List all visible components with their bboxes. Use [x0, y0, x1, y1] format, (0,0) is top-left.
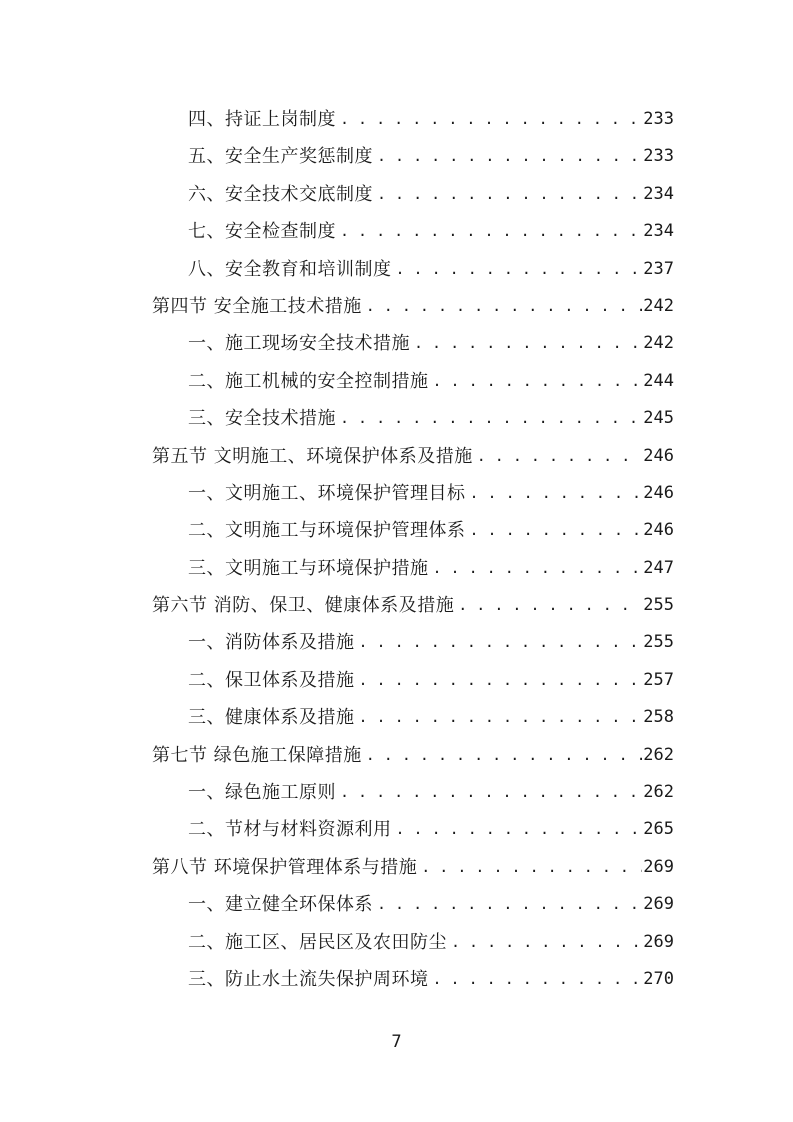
toc-entry-page-number: 269 [643, 856, 674, 877]
toc-entry-page-number: 242 [643, 295, 674, 316]
toc-entry-title: 一、文明施工、环境保护管理目标 [188, 482, 466, 504]
page-number: 7 [391, 1032, 402, 1052]
toc-dot-leader [392, 811, 643, 848]
toc-dot-leader [336, 101, 642, 138]
toc-dot-leader [429, 550, 643, 587]
toc-entry-title: 一、绿色施工原则 [188, 782, 336, 804]
toc-dot-leader [373, 886, 642, 923]
toc-section-entry[interactable] [152, 288, 674, 325]
toc-entry-title: 第五节 文明施工、环境保护体系及措施 [152, 445, 473, 467]
toc-entry-page-number: 270 [643, 968, 674, 989]
toc-subsection-entry[interactable] [152, 662, 674, 699]
table-of-contents [152, 101, 674, 998]
toc-entry-title: 第八节 环境保护管理体系与措施 [152, 856, 418, 878]
toc-subsection-entry[interactable] [152, 251, 674, 288]
toc-entry-title: 第六节 消防、保卫、健康体系及措施 [152, 595, 455, 617]
toc-entry-title: 第七节 绿色施工保障措施 [152, 744, 362, 766]
toc-entry-page-number: 255 [643, 595, 674, 616]
toc-subsection-entry[interactable] [152, 475, 674, 512]
toc-subsection-entry[interactable] [152, 213, 674, 250]
toc-subsection-entry[interactable] [152, 400, 674, 437]
toc-entry-title: 六、安全技术交底制度 [188, 183, 373, 205]
toc-entry-title: 七、安全检查制度 [188, 221, 336, 243]
toc-dot-leader [355, 662, 643, 699]
toc-entry-page-number: 246 [643, 520, 674, 541]
toc-subsection-entry[interactable] [152, 325, 674, 362]
toc-entry-page-number: 242 [643, 333, 674, 354]
toc-entry-title: 三、安全技术措施 [188, 408, 336, 430]
toc-subsection-entry[interactable] [152, 699, 674, 736]
toc-subsection-entry[interactable] [152, 138, 674, 175]
toc-dot-leader [466, 512, 643, 549]
toc-entry-page-number: 247 [643, 557, 674, 578]
toc-entry-page-number: 258 [643, 707, 674, 728]
toc-dot-leader [336, 213, 642, 250]
toc-dot-leader [410, 325, 642, 362]
toc-entry-title: 三、健康体系及措施 [188, 707, 355, 729]
toc-dot-leader [362, 288, 642, 325]
toc-dot-leader [429, 961, 643, 998]
toc-dot-leader [362, 737, 642, 774]
toc-entry-title: 三、防止水土流失保护周环境 [188, 968, 429, 990]
toc-dot-leader [417, 849, 642, 886]
toc-section-entry[interactable] [152, 587, 674, 624]
toc-subsection-entry[interactable] [152, 101, 674, 138]
toc-entry-title: 一、消防体系及措施 [188, 632, 355, 654]
toc-entry-page-number: 257 [643, 669, 674, 690]
toc-entry-title: 五、安全生产奖惩制度 [188, 146, 373, 168]
toc-entry-page-number: 234 [643, 221, 674, 242]
toc-subsection-entry[interactable] [152, 811, 674, 848]
toc-subsection-entry[interactable] [152, 886, 674, 923]
toc-dot-leader [373, 176, 642, 213]
toc-subsection-entry[interactable] [152, 624, 674, 661]
toc-entry-page-number: 245 [643, 408, 674, 429]
toc-entry-page-number: 246 [643, 445, 674, 466]
toc-dot-leader [454, 587, 642, 624]
toc-dot-leader [473, 438, 642, 475]
toc-entry-page-number: 234 [643, 183, 674, 204]
toc-subsection-entry[interactable] [152, 550, 674, 587]
toc-entry-page-number: 246 [643, 482, 674, 503]
toc-entry-title: 一、施工现场安全技术措施 [188, 333, 410, 355]
toc-entry-page-number: 262 [643, 782, 674, 803]
toc-section-entry[interactable] [152, 438, 674, 475]
toc-entry-page-number: 269 [643, 931, 674, 952]
toc-section-entry[interactable] [152, 737, 674, 774]
toc-dot-leader [392, 251, 643, 288]
toc-entry-page-number: 237 [643, 258, 674, 279]
toc-subsection-entry[interactable] [152, 176, 674, 213]
toc-subsection-entry[interactable] [152, 924, 674, 961]
toc-dot-leader [355, 624, 643, 661]
toc-entry-page-number: 233 [643, 109, 674, 129]
toc-dot-leader [429, 363, 643, 400]
toc-entry-title: 三、文明施工与环境保护措施 [188, 557, 429, 579]
toc-entry-title: 二、施工机械的安全控制措施 [188, 370, 429, 392]
toc-entry-page-number: 244 [643, 370, 674, 391]
toc-dot-leader [447, 924, 642, 961]
toc-entry-page-number: 255 [643, 632, 674, 653]
toc-subsection-entry[interactable] [152, 363, 674, 400]
toc-entry-page-number: 262 [643, 744, 674, 765]
toc-section-entry[interactable] [152, 849, 674, 886]
toc-entry-page-number: 265 [643, 819, 674, 840]
toc-entry-title: 二、施工区、居民区及农田防尘 [188, 931, 447, 953]
toc-dot-leader [336, 774, 642, 811]
toc-subsection-entry[interactable] [152, 774, 674, 811]
toc-entry-title: 八、安全教育和培训制度 [188, 258, 392, 280]
toc-dot-leader [355, 699, 643, 736]
toc-subsection-entry[interactable] [152, 512, 674, 549]
toc-subsection-entry[interactable] [152, 961, 674, 998]
toc-dot-leader [373, 138, 642, 175]
toc-entry-title: 二、保卫体系及措施 [188, 669, 355, 691]
toc-entry-title: 一、建立健全环保体系 [188, 894, 373, 916]
toc-entry-page-number: 233 [643, 146, 674, 167]
toc-entry-title: 第四节 安全施工技术措施 [152, 295, 362, 317]
toc-dot-leader [336, 400, 642, 437]
toc-dot-leader [466, 475, 643, 512]
toc-entry-title: 二、节材与材料资源利用 [188, 819, 392, 841]
toc-entry-title: 二、文明施工与环境保护管理体系 [188, 520, 466, 542]
toc-entry-page-number: 269 [643, 894, 674, 915]
toc-entry-title: 四、持证上岗制度 [188, 109, 336, 130]
